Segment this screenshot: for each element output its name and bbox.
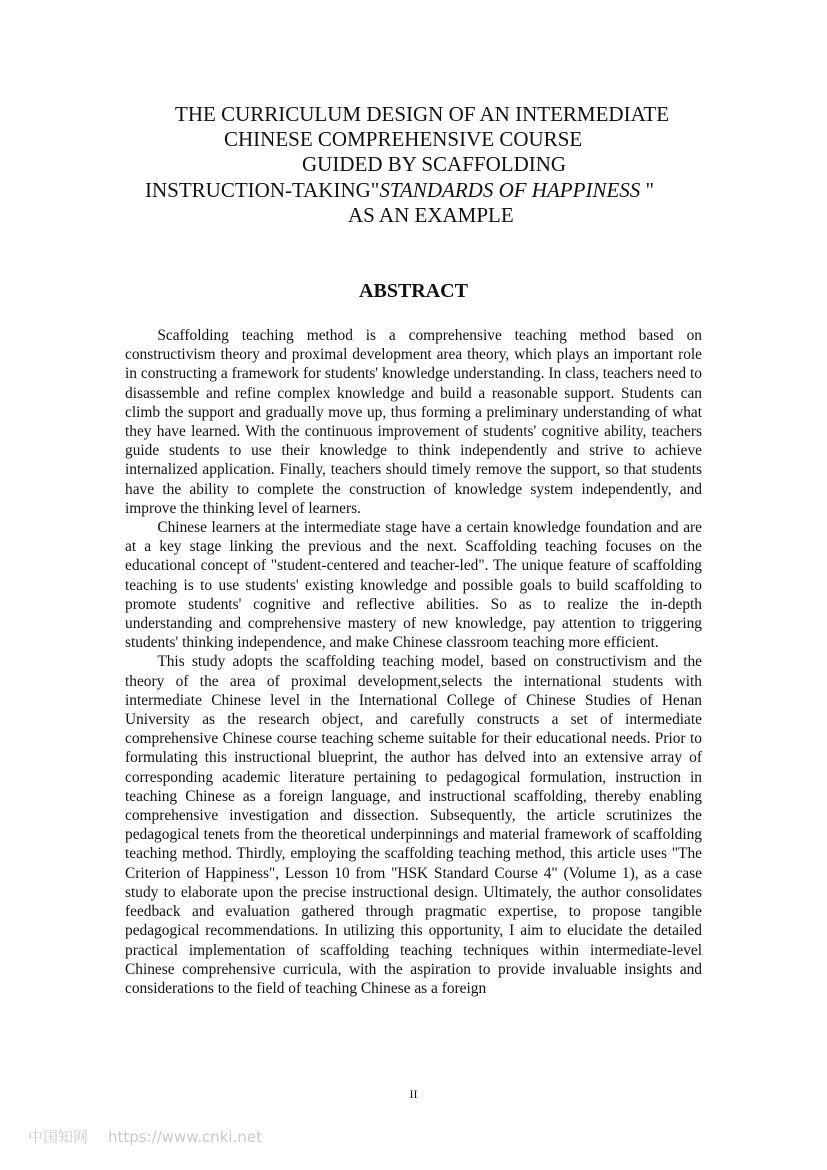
watermark-brand: 中国知网 xyxy=(28,1128,89,1146)
page-number: II xyxy=(409,1087,418,1101)
abstract-paragraph: Chinese learners at the intermediate stage have a certain knowledge foundation and are at a key stage linking the previous and the next. Scaffolding teaching focuses on the educational concept of "student-centered and teacher-led". The unique feature of scaffolding teaching is to use students' existing knowledge and possible goals to build scaffolding to promote students' cognitive and reflective abilities. So as to realize the in-depth understanding and comprehensive mastery of new knowledge, pay attention to triggering students' thinking independence, and make Chinese classroom teaching more efficient. xyxy=(125,519,702,652)
abstract-paragraph: Scaffolding teaching method is a comprehensive teaching method based on constructivism theory and proximal development area theory, which plays an important role in constructing a framework for students' knowledge understanding. In class, teachers need to disassemble and refine complex knowledge and build a reasonable support. Students can climb the support and gradually move up, thus forming a preliminary understanding of what they have learned. With the continuous improvement of students' cognitive ability, teachers guide students to use their knowledge to think independently and strive to achieve internalized application. Finally, teachers should timely remove the support, so that students have the ability to complete the construction of knowledge system independently, and improve the thinking level of learners. xyxy=(125,327,702,517)
abstract-body xyxy=(125,326,702,998)
title-italic-book: STANDARDS OF HAPPINESS xyxy=(379,178,641,202)
cnki-watermark xyxy=(28,1126,262,1147)
abstract-paragraph: This study adopts the scaffolding teaching model, based on constructivism and the theory of the area of proximal development,selects the international students with intermediate Chinese level in the International College of Chinese Studies of Henan University as the research object, and carefully constructs a set of intermediate comprehensive Chinese course teaching scheme suitable for their educational needs. Prior to formulating this instructional blueprint, the author has delved into an extensive array of corresponding academic literature pertaining to pedagogical formulation, instruction in teaching Chinese as a foreign language, and instructional scaffolding, thereby enabling comprehensive investigation and dissection. Subsequently, the article scrutinizes the pedagogical tenets from the theoretical underpinnings and material framework of scaffolding teaching method. Thirdly, employing the scaffolding teaching method, this article uses "The Criterion of Happiness", Lesson 10 from "HSK Standard Course 4" (Volume 1), as a case study to elaborate upon the precise instructional design. Ultimately, the author consolidates feedback and evaluation gathered through pragmatic expertise, to propose tangible pedagogical recommendations. In utilizing this opportunity, I aim to elucidate the detailed practical implementation of scaffolding teaching techniques within intermediate-level Chinese comprehensive curricula, with the aspiration to provide invaluable insights and considerations to the field of teaching Chinese as a foreign xyxy=(125,653,702,997)
abstract-heading: ABSTRACT xyxy=(359,280,468,302)
watermark-url[interactable]: https://www.cnki.net xyxy=(108,1128,262,1146)
